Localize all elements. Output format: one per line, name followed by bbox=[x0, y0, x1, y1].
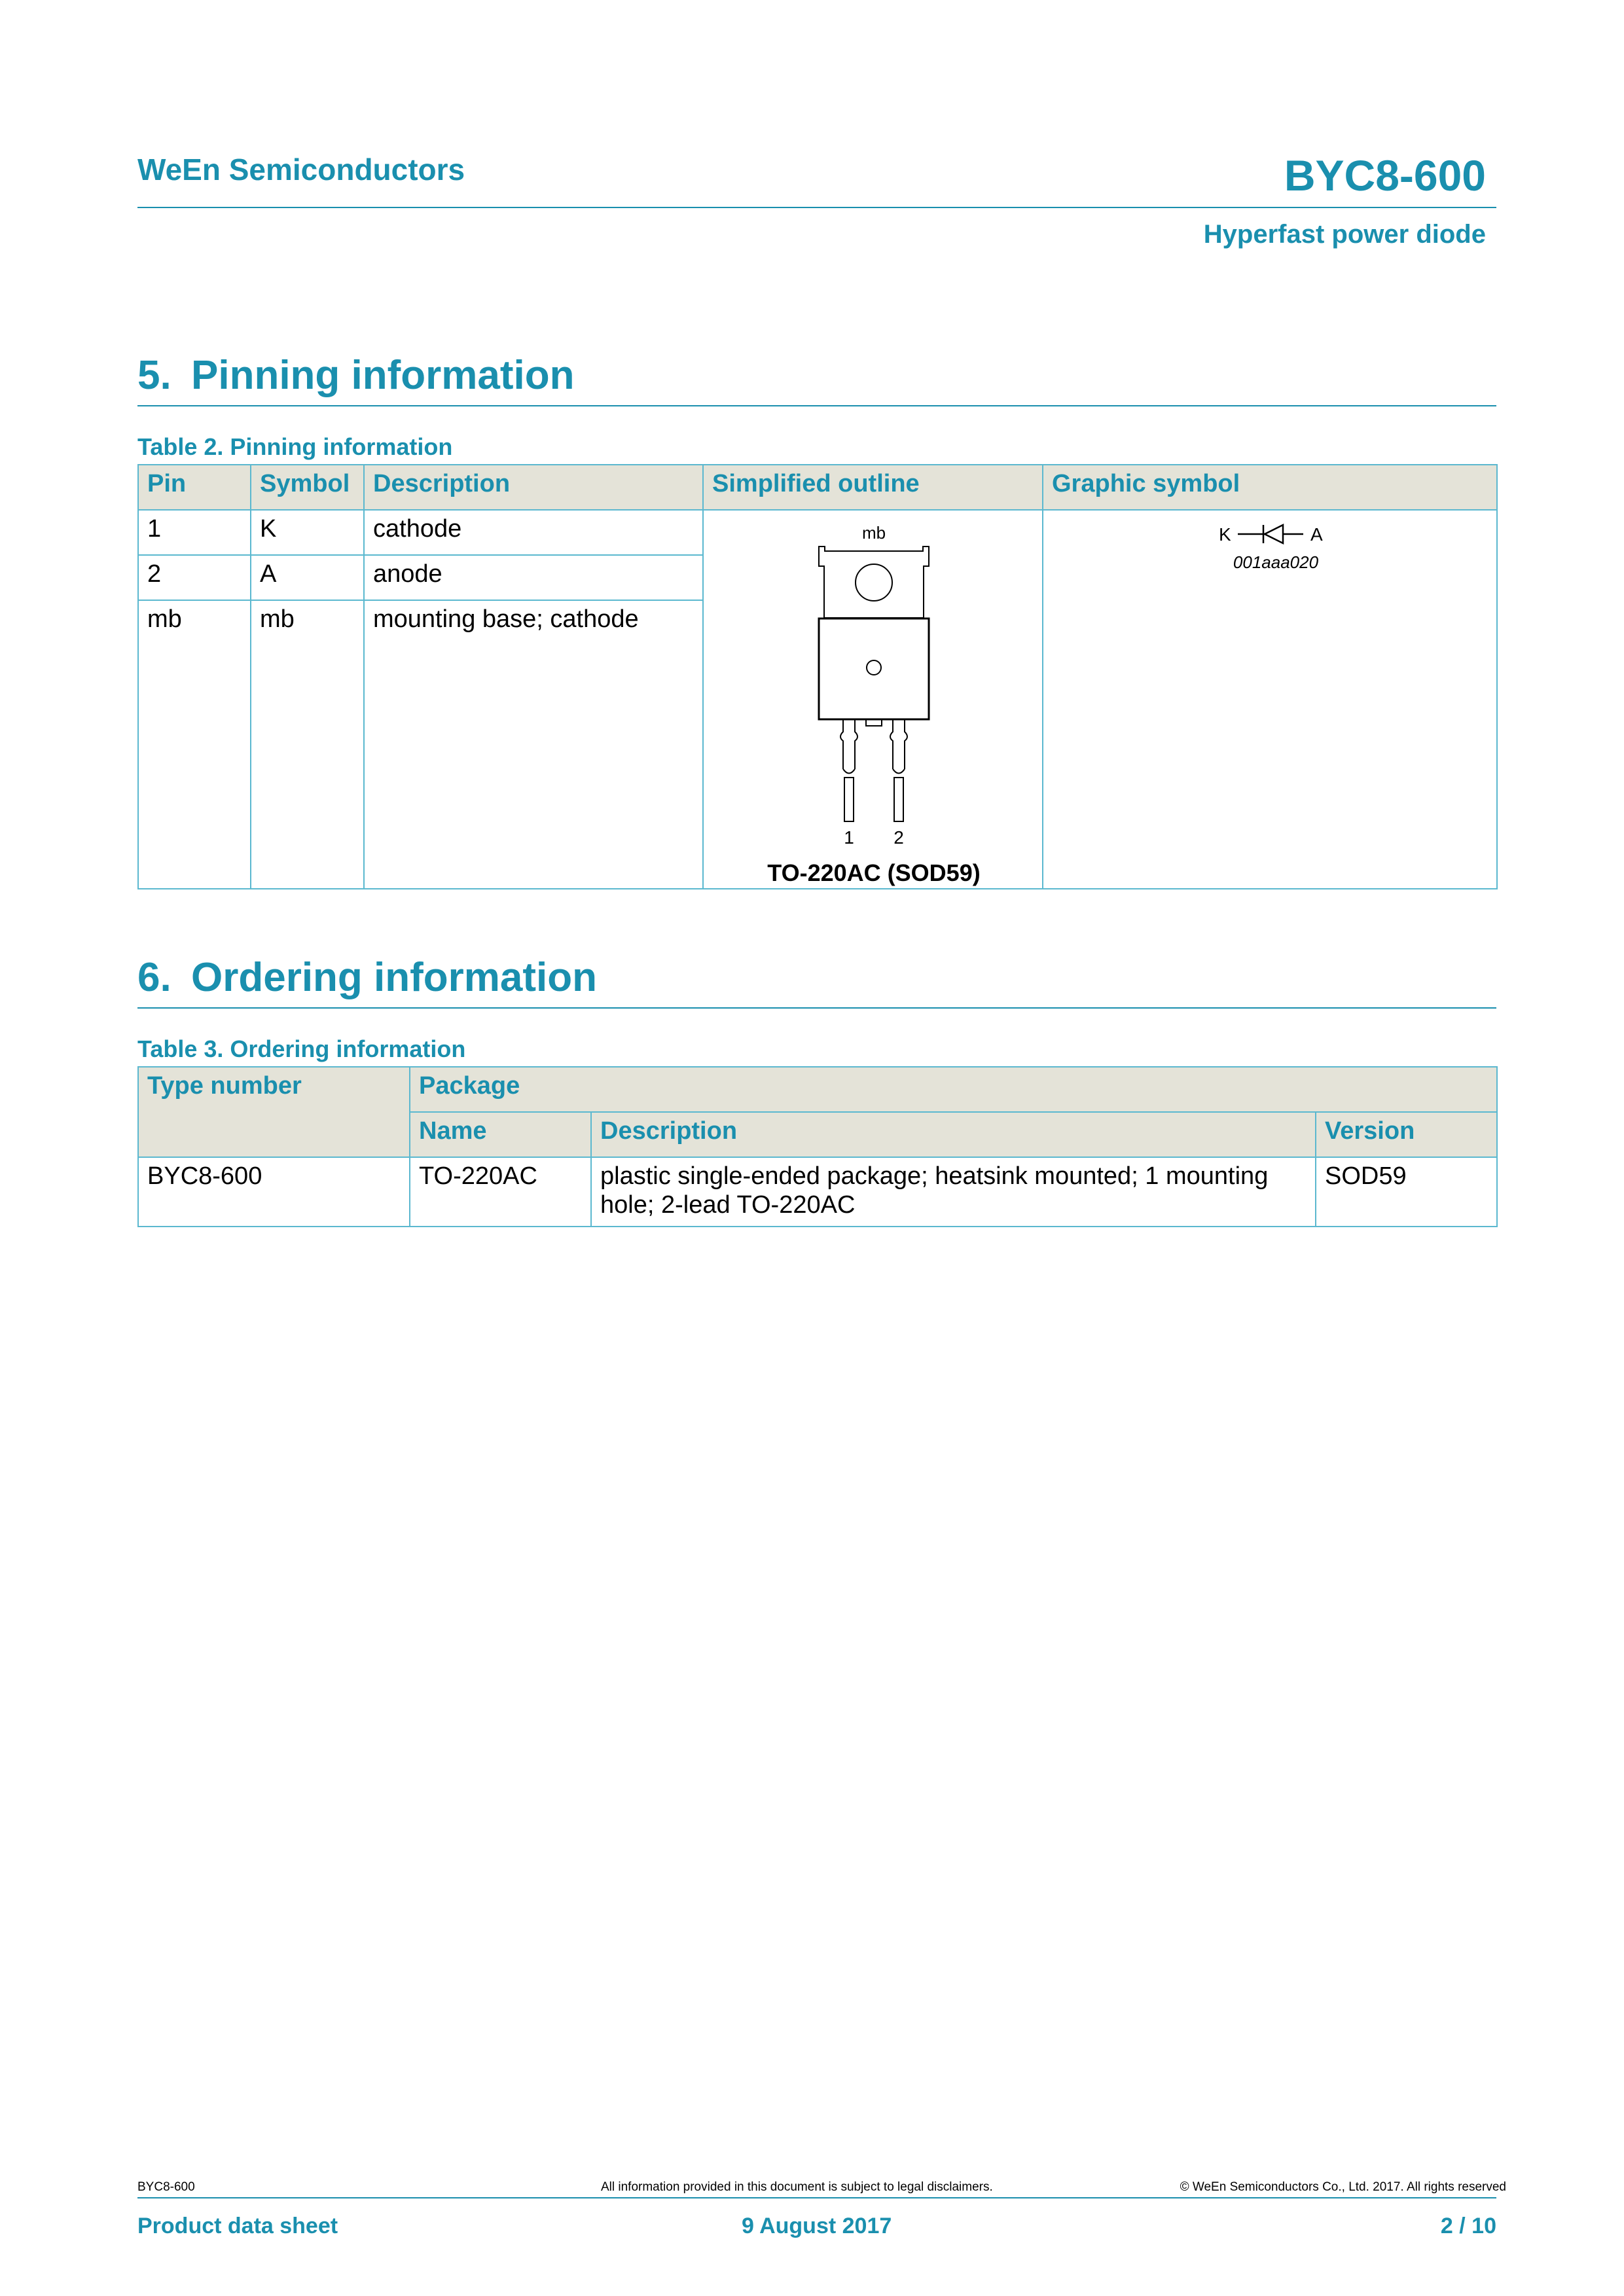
footer-page-number: 2 / 10 bbox=[1440, 2214, 1496, 2238]
footer-doc-id: BYC8-600 bbox=[137, 2180, 195, 2194]
table-header-row bbox=[138, 1067, 1497, 1112]
col-header-description: Description bbox=[591, 1112, 1316, 1157]
section-6-number: 6. bbox=[137, 955, 171, 1000]
col-header-name: Name bbox=[410, 1112, 591, 1157]
table-row bbox=[138, 1157, 1497, 1227]
table-2-caption: Table 2. Pinning information bbox=[137, 433, 453, 460]
package-version-cell: SOD59 bbox=[1316, 1157, 1497, 1227]
description-cell: mounting base; cathode bbox=[364, 600, 703, 889]
section-5-heading bbox=[137, 352, 575, 399]
description-cell: anode bbox=[364, 555, 703, 600]
table-row bbox=[138, 510, 1497, 555]
symbol-cell: A bbox=[251, 555, 364, 600]
pin-cell: 1 bbox=[138, 510, 251, 555]
outline-mb-label: mb bbox=[861, 523, 886, 543]
pinning-table bbox=[137, 464, 1498, 889]
anode-a-label: A bbox=[1310, 524, 1323, 545]
part-number: BYC8-600 bbox=[1284, 151, 1486, 200]
type-number-cell: BYC8-600 bbox=[138, 1157, 410, 1227]
diode-symbol-drawing bbox=[1043, 511, 1496, 895]
symbol-code-label: 001aaa020 bbox=[1233, 552, 1319, 572]
package-name-label: TO-220AC (SOD59) bbox=[767, 859, 981, 886]
col-header-symbol: Symbol bbox=[251, 465, 364, 510]
section-6-title: Ordering information bbox=[191, 955, 597, 1000]
simplified-outline-cell bbox=[703, 510, 1043, 889]
cathode-k-label: K bbox=[1219, 524, 1231, 545]
section-5-title: Pinning information bbox=[191, 353, 575, 398]
table-3-caption: Table 3. Ordering information bbox=[137, 1035, 466, 1062]
document-subtitle: Hyperfast power diode bbox=[1203, 220, 1486, 249]
pin-cell: 2 bbox=[138, 555, 251, 600]
symbol-cell: K bbox=[251, 510, 364, 555]
symbol-cell: mb bbox=[251, 600, 364, 889]
footer-date: 9 August 2017 bbox=[742, 2214, 892, 2238]
section-6-divider bbox=[137, 1007, 1496, 1009]
to220-outline-drawing bbox=[704, 511, 1042, 895]
footer-disclaimer: All information provided in this document is subject to legal disclaimers. bbox=[601, 2180, 993, 2194]
col-header-simplified-outline: Simplified outline bbox=[703, 465, 1043, 510]
section-5-number: 5. bbox=[137, 353, 171, 398]
col-header-graphic-symbol: Graphic symbol bbox=[1043, 465, 1497, 510]
col-header-description: Description bbox=[364, 465, 703, 510]
package-name-cell: TO-220AC bbox=[410, 1157, 591, 1227]
package-description-cell: plastic single-ended package; heatsink mounted; 1 mounting hole; 2-lead TO-220AC bbox=[591, 1157, 1316, 1227]
outline-pin-2-label: 2 bbox=[893, 827, 904, 848]
col-header-pin: Pin bbox=[138, 465, 251, 510]
outline-pin-1-label: 1 bbox=[844, 827, 854, 848]
footer-divider bbox=[137, 2197, 1496, 2198]
section-6-heading bbox=[137, 954, 597, 1001]
footer-doc-type: Product data sheet bbox=[137, 2214, 338, 2238]
footer-copyright: © WeEn Semiconductors Co., Ltd. 2017. All rights reserved bbox=[1180, 2180, 1506, 2194]
graphic-symbol-cell bbox=[1043, 510, 1497, 889]
pin-cell: mb bbox=[138, 600, 251, 889]
col-header-version: Version bbox=[1316, 1112, 1497, 1157]
col-header-type-number: Type number bbox=[138, 1067, 410, 1157]
table-header-row bbox=[138, 465, 1497, 510]
description-cell: cathode bbox=[364, 510, 703, 555]
ordering-table bbox=[137, 1066, 1498, 1227]
header-divider bbox=[137, 207, 1496, 208]
section-5-divider bbox=[137, 405, 1496, 406]
col-header-package: Package bbox=[410, 1067, 1497, 1112]
company-name: WeEn Semiconductors bbox=[137, 152, 465, 187]
